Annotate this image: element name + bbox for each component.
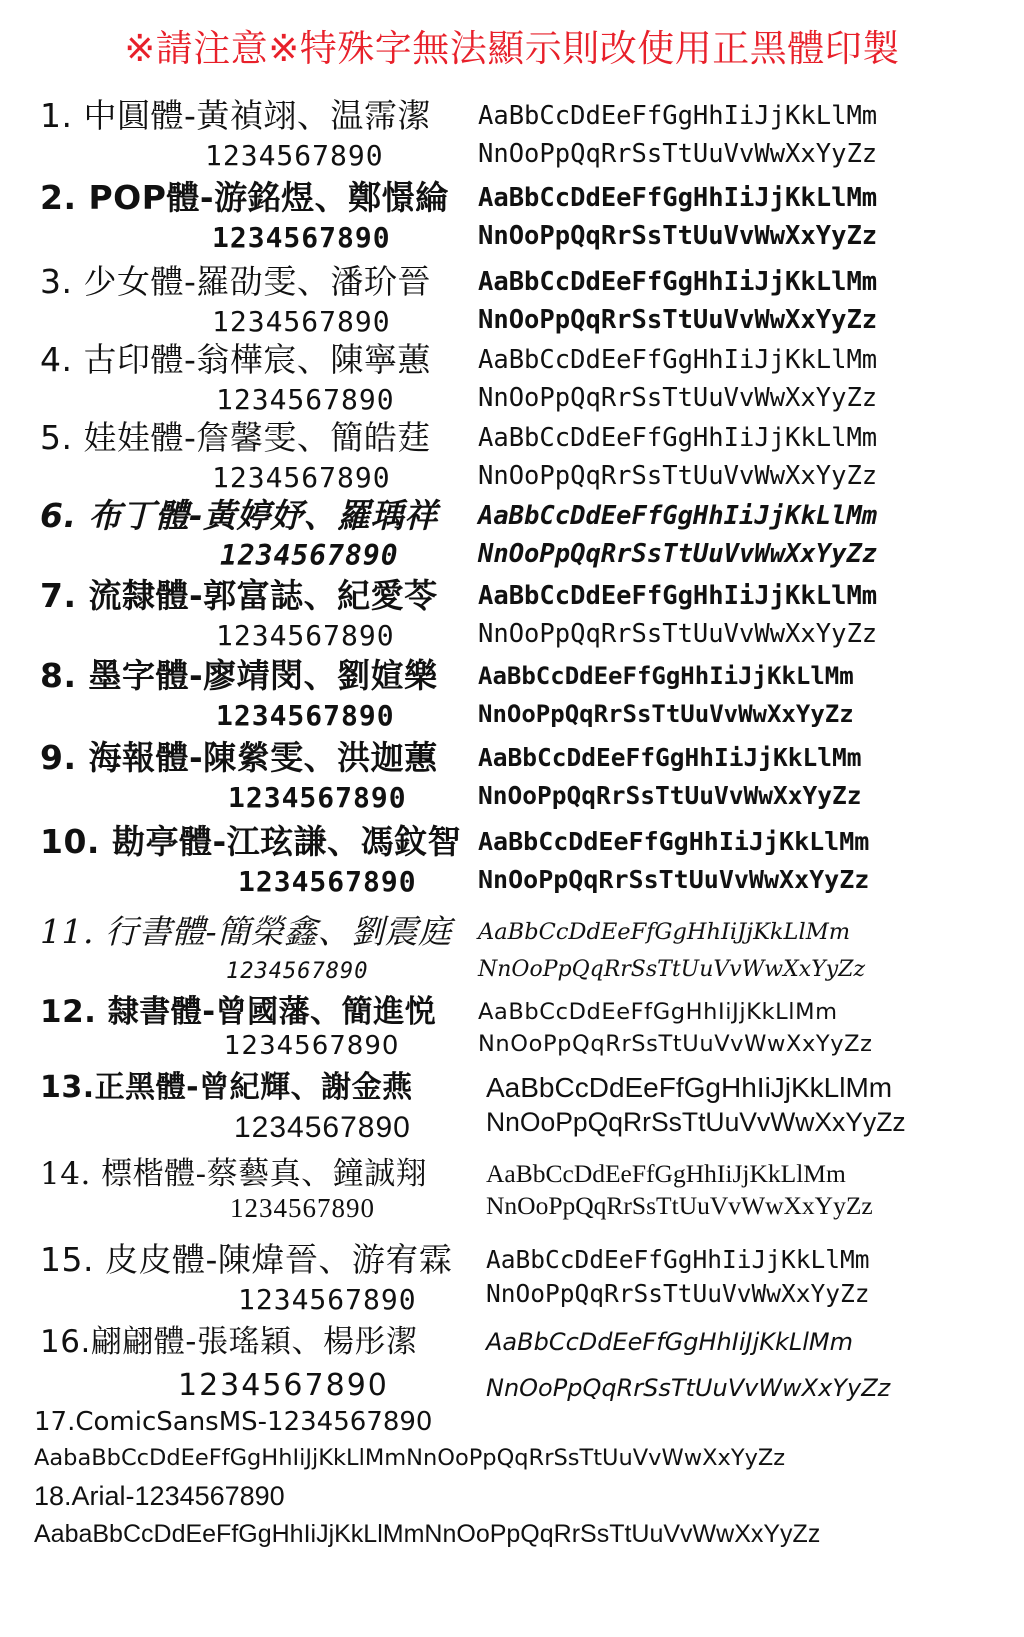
- font-sample-alphabet-lower: NnOoPpQqRrSsTtUuVvWwXxYyZz: [478, 781, 862, 810]
- font-sample-name: 1. 中圓體-黃禎翊、温霈潔: [40, 96, 431, 135]
- font-sample-digits: 1234567890: [216, 699, 395, 732]
- font-sample-alphabet-lower: NnOoPpQqRrSsTtUuVvWwXxYyZz: [486, 1374, 891, 1402]
- font-sample-alphabet-upper: AaBbCcDdEeFfGgHhIiJjKkLlMm: [486, 1072, 893, 1103]
- comic-sans-sample-alphabet: AabaBbCcDdEeFfGgHhIiJjKkLlMmNnOoPpQqRrSsTtUuVvWwXxYyZz: [34, 1445, 786, 1471]
- font-sample-digits: 1234567890: [238, 1283, 417, 1316]
- font-sample-digits: 1234567890: [216, 619, 395, 652]
- font-sample-alphabet-lower: NnOoPpQqRrSsTtUuVvWwXxYyZz: [478, 619, 878, 649]
- font-sample-alphabet-lower: NnOoPpQqRrSsTtUuVvWwXxYyZz: [478, 957, 866, 982]
- font-sample-name: 14. 標楷體-蔡藝真、鐘誠翔: [40, 1156, 428, 1192]
- font-sample-alphabet-lower: NnOoPpQqRrSsTtUuVvWwXxYyZz: [478, 221, 878, 251]
- font-sample-alphabet-lower: NnOoPpQqRrSsTtUuVvWwXxYyZz: [478, 139, 878, 169]
- font-sample-digits: 1234567890: [178, 1368, 389, 1403]
- font-sample-digits: 1234567890: [230, 1193, 375, 1223]
- font-sample-digits: 1234567890: [226, 959, 369, 984]
- font-sample-alphabet-lower: NnOoPpQqRrSsTtUuVvWwXxYyZz: [478, 865, 870, 894]
- font-sample-name: 6. 布丁體-黃婷妤、羅瑀祥: [40, 496, 438, 535]
- font-sample-digits: 1234567890: [212, 461, 391, 494]
- font-sample-digits: 1234567890: [234, 1111, 411, 1144]
- font-sample-alphabet-upper: AaBbCcDdEeFfGgHhIiJjKkLlMm: [486, 1159, 846, 1188]
- font-sample-digits: 1234567890: [224, 1031, 400, 1061]
- font-sample-alphabet-upper: AaBbCcDdEeFfGgHhIiJjKkLlMm: [478, 267, 878, 297]
- font-sample-alphabet-upper: AaBbCcDdEeFfGgHhIiJjKkLlMm: [486, 1328, 854, 1356]
- font-sample-alphabet-upper: AaBbCcDdEeFfGgHhIiJjKkLlMm: [486, 1245, 870, 1274]
- font-sample-alphabet-lower: NnOoPpQqRrSsTtUuVvWwXxYyZz: [478, 539, 878, 569]
- font-sample-alphabet-upper: AaBbCcDdEeFfGgHhIiJjKkLlMm: [478, 183, 878, 213]
- font-sample-alphabet-upper: AaBbCcDdEeFfGgHhIiJjKkLlMm: [478, 919, 851, 945]
- font-sample-name: 4. 古印體-翁樺宸、陳寧蕙: [40, 340, 431, 379]
- font-sample-name: 3. 少女體-羅劭雯、潘玠晉: [40, 262, 431, 301]
- font-sample-digits: 1234567890: [212, 305, 391, 338]
- arial-sample-title: 18.Arial-1234567890: [34, 1481, 285, 1511]
- font-sample-alphabet-lower: NnOoPpQqRrSsTtUuVvWwXxYyZz: [478, 305, 878, 335]
- font-sample-alphabet-lower: NnOoPpQqRrSsTtUuVvWwXxYyZz: [478, 1031, 873, 1057]
- font-sample-alphabet-lower: NnOoPpQqRrSsTtUuVvWwXxYyZz: [486, 1279, 870, 1308]
- font-sample-alphabet-upper: AaBbCcDdEeFfGgHhIiJjKkLlMm: [478, 743, 862, 772]
- font-sample-name: 16.翩翩體-張瑤穎、楊彤潔: [40, 1324, 418, 1360]
- font-sample-alphabet-lower: NnOoPpQqRrSsTtUuVvWwXxYyZz: [478, 700, 854, 728]
- comic-sans-sample-title: 17.ComicSansMS-1234567890: [34, 1407, 433, 1437]
- font-sample-alphabet-upper: AaBbCcDdEeFfGgHhIiJjKkLlMm: [478, 581, 878, 611]
- font-sample-digits: 1234567890: [205, 139, 384, 172]
- font-sample-alphabet-lower: NnOoPpQqRrSsTtUuVvWwXxYyZz: [478, 461, 878, 491]
- notice-banner: ※請注意※特殊字無法顯示則改使用正黑體印製: [124, 27, 900, 70]
- font-sample-name: 12. 隸書體-曾國藩、簡進悦: [40, 994, 437, 1030]
- font-sample-digits: 1234567890: [228, 781, 407, 814]
- font-sample-name: 11. 行書體-簡榮鑫、劉震庭: [40, 912, 452, 951]
- font-sample-name: 8. 墨字體-廖靖閔、劉媗樂: [40, 656, 438, 695]
- font-sample-digits: 1234567890: [212, 221, 391, 254]
- font-sample-alphabet-upper: AaBbCcDdEeFfGgHhIiJjKkLlMm: [478, 827, 870, 856]
- font-sample-name: 10. 勘亭體-江玹謙、馮鈫智: [40, 822, 462, 861]
- font-sample-alphabet-lower: NnOoPpQqRrSsTtUuVvWwXxYyZz: [486, 1191, 873, 1220]
- font-sample-alphabet-upper: AaBbCcDdEeFfGgHhIiJjKkLlMm: [478, 101, 878, 131]
- font-sample-alphabet-upper: AaBbCcDdEeFfGgHhIiJjKkLlMm: [478, 423, 878, 453]
- font-sample-digits: 1234567890: [220, 539, 399, 572]
- font-sample-name: 5. 娃娃體-詹馨雯、簡皓莛: [40, 418, 431, 457]
- font-sample-name: 7. 流隸體-郭富誌、紀愛苓: [40, 576, 438, 615]
- font-sample-alphabet-upper: AaBbCcDdEeFfGgHhIiJjKkLlMm: [478, 662, 854, 690]
- arial-sample-alphabet: AabaBbCcDdEeFfGgHhIiJjKkLlMmNnOoPpQqRrSsTtUuVvWwXxYyZz: [34, 1520, 821, 1548]
- font-sample-alphabet-upper: AaBbCcDdEeFfGgHhIiJjKkLlMm: [478, 345, 878, 375]
- font-sample-name: 9. 海報體-陳縈雯、洪迦蕙: [40, 738, 438, 777]
- font-sample-name: 15. 皮皮體-陳煒晉、游宥霖: [40, 1240, 453, 1279]
- font-sample-digits: 1234567890: [238, 865, 417, 898]
- font-sample-alphabet-upper: AaBbCcDdEeFfGgHhIiJjKkLlMm: [478, 999, 838, 1025]
- font-sample-alphabet-upper: AaBbCcDdEeFfGgHhIiJjKkLlMm: [478, 501, 878, 531]
- font-sample-name: 13.正黑體-曾紀輝、謝金燕: [40, 1070, 413, 1105]
- font-sample-digits: 1234567890: [216, 383, 395, 416]
- font-sample-alphabet-lower: NnOoPpQqRrSsTtUuVvWwXxYyZz: [478, 383, 878, 413]
- font-sample-name: 2. POP體-游銘煜、鄭憬綸: [40, 178, 449, 217]
- font-sample-alphabet-lower: NnOoPpQqRrSsTtUuVvWwXxYyZz: [486, 1107, 906, 1137]
